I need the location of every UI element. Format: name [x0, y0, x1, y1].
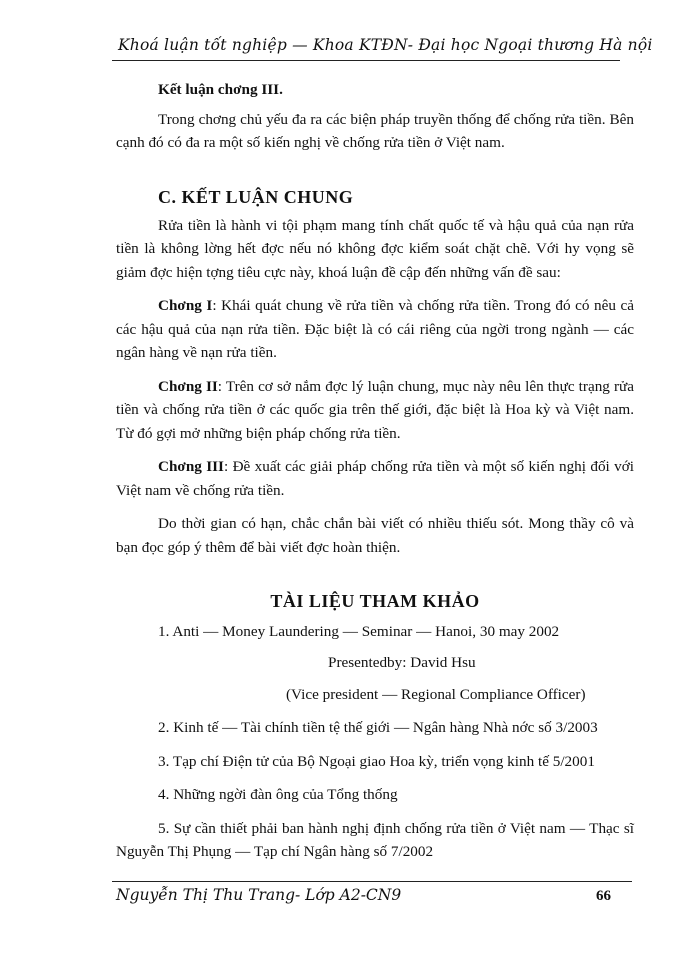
reference-item: 1. Anti — Money Laundering — Seminar — Hanoi, 30 may 2002	[158, 622, 560, 640]
conclusion-item-label: Chơng I	[158, 297, 213, 314]
references-heading: TÀI LIỆU THAM KHẢO	[270, 591, 480, 611]
reference-item: 2. Kinh tế — Tài chính tiền tệ thế giới — Ngân hàng Nhà nớc số 3/2003	[158, 719, 598, 736]
reference-item: 4. Những ngời đàn ông của Tổng thống	[158, 786, 398, 803]
conclusion-item	[116, 294, 634, 365]
conclusion-item-label: Chơng III	[158, 458, 224, 475]
reference-item: 5. Sự cần thiết phải ban hành nghị định chống rửa tiền ở Việt nam — Thạc sĩ Nguyễn Thị Phụng — Tạp chí Ngân hàng số 7/2002	[116, 819, 634, 860]
running-header: Khoá luận tốt nghiệp — Khoa KTĐN- Đại học Ngoại thương Hà nội	[118, 36, 653, 54]
general-conclusion-intro: Rửa tiền là hành vi tội phạm mang tính chất quốc tế và hậu quả của nạn rửa tiền là không lờng hết đợc nếu nó không đợc kiểm soát chặt chẽ. Với hy vọng sẽ giảm đợc hiện tợng tiêu cực này, khoá luận đề cập đến những vấn đề sau:	[116, 216, 634, 281]
reference-item: Presentedby: David Hsu	[328, 654, 476, 671]
chapter-3-body: Trong chơng chủ yếu đa ra các biện pháp truyền thống để chống rửa tiền. Bên cạnh đó có đa ra một số kiến nghị về chống rửa tiền ở Việt nam.	[116, 110, 634, 151]
conclusion-item-text: : Đề xuất các giải pháp chống rửa tiền và một số kiến nghị đối với Việt nam về chống rửa tiền.	[116, 458, 634, 499]
conclusion-item	[116, 375, 634, 446]
conclusion-item	[116, 455, 634, 502]
footer-author: Nguyễn Thị Thu Trang- Lớp A2-CN9	[116, 886, 402, 904]
reference-item: 3. Tạp chí Điện tử của Bộ Ngoại giao Hoa kỳ, triển vọng kinh tế 5/2001	[158, 752, 595, 770]
page-number: 66	[596, 888, 611, 904]
conclusion-item-label: Chơng II	[158, 377, 218, 395]
chapter-3-heading: Kết luận chơng III.	[158, 81, 283, 98]
general-conclusion	[116, 186, 634, 559]
conclusion-item-text: : Trên cơ sở nắm đợc lý luận chung, mục này nêu lên thực trạng rửa tiền và chống rửa tiền ở các quốc gia trên thế giới, đặc biệt là Hoa kỳ và Việt nam. Từ đó gợi mở những biện pháp chống rửa tiền.	[116, 377, 635, 442]
general-conclusion-heading: C. KẾT LUẬN CHUNG	[158, 187, 354, 207]
reference-item: (Vice president — Regional Compliance Officer)	[286, 685, 586, 703]
chapter-3-conclusion	[116, 78, 634, 155]
header-rule	[112, 60, 620, 61]
footer-rule	[112, 881, 632, 882]
general-conclusion-closing: Do thời gian có hạn, chắc chắn bài viết có nhiều thiếu sót. Mong thầy cô và bạn đọc góp ý thêm để bài viết đợc hoàn thiện.	[116, 515, 634, 556]
conclusion-item-text: : Khái quát chung về rửa tiền và chống rửa tiền. Trong đó có nêu cả các hậu quả của nạn rửa tiền. Đặc biệt là có cái riêng của ngời trong ngành — các ngân hàng về nạn rửa tiền.	[116, 297, 634, 361]
references	[116, 590, 634, 864]
